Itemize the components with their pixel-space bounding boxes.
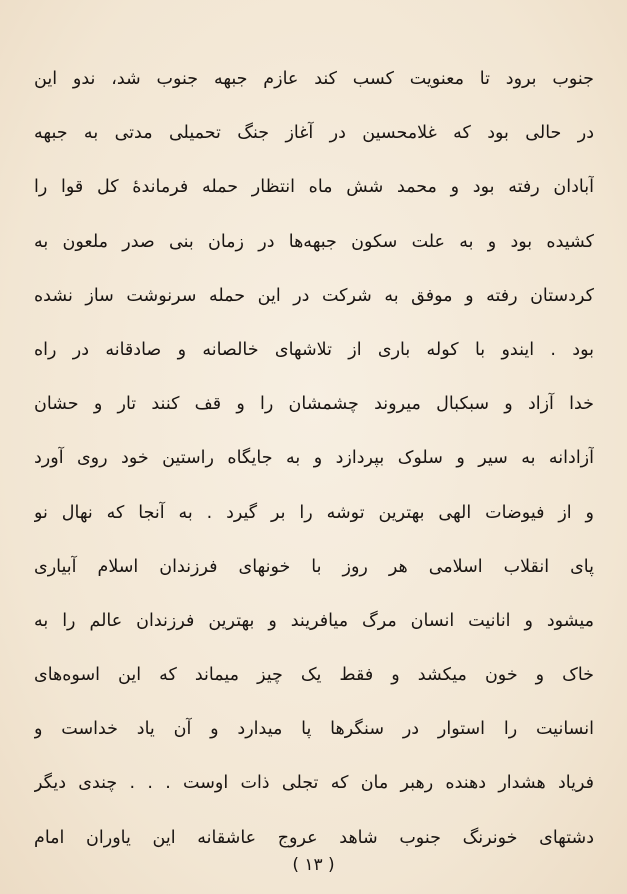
text-line: کردستان رفته و موفق به شرکت در این حمله سرنوشت ساز نشده: [34, 285, 594, 306]
text-line: کشیده بود و به علت سکون جبهه‌ها در زمان بنی صدر ملعون به: [34, 231, 594, 252]
text-line: در حالی بود که غلامحسین در آغاز جنگ تحمیلی مدتی به جبهه: [34, 123, 594, 144]
text-line: آبادان رفته بود و محمد شش ماه انتظار حمله فرماندهٔ کل قوا را: [34, 177, 594, 198]
page-number: ( ۱۳ ): [292, 855, 335, 875]
text-line: پای انقلاب اسلامی هر روز با خونهای فرزندان اسلام آبیاری: [34, 556, 594, 577]
text-line: و از فیوضات الهی بهترین توشه را بر گیرد . به آنجا که نهال نو: [34, 502, 594, 523]
text-line: فریاد هشدار دهنده رهبر مان که تجلی ذات اوست . . . چندی دیگر: [34, 773, 594, 794]
text-line: بود . ایندو با کوله باری از تلاشهای خالصانه و صادقانه در راه: [34, 339, 594, 360]
text-line: میشود و انانیت انسان مرگ میافریند و بهترین فرزندان عالم را به: [34, 610, 594, 631]
text-line: خدا آزاد و سبکبال میروند چشمشان را و قف کنند تار و حشان: [34, 394, 594, 415]
text-line: دشتهای خونرنگ جنوب شاهد عروج عاشقانه این یاوران امام: [34, 827, 594, 848]
body-text: [34, 52, 594, 865]
text-line: انسانیت را استوار در سنگرها پا میدارد و آن یاد خداست و: [34, 719, 594, 740]
text-line: آزادانه به سیر و سلوک بپردازد و به جایگاه راستین خود روی آورد: [34, 448, 594, 469]
text-line: جنوب برود تا معنویت کسب کند عازم جبهه جنوب شد، ندو این: [34, 69, 594, 89]
text-line: خاک و خون میکشد و فقط یک چیز میماند که این اسوه‌های: [34, 665, 594, 686]
